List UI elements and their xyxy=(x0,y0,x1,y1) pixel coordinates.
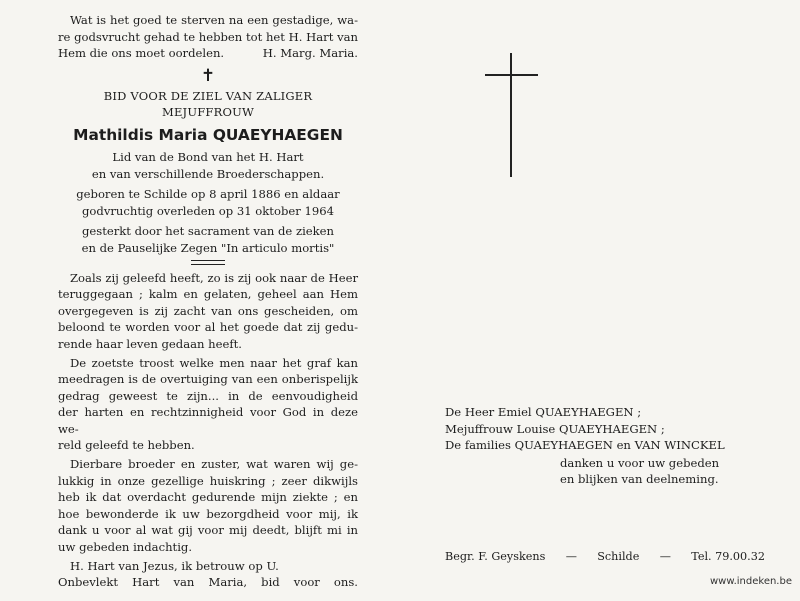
footer-dash: — xyxy=(565,550,577,563)
footer-town: Schilde xyxy=(597,550,640,563)
cross-icon: ✝ xyxy=(200,65,216,86)
detail-line: geboren te Schilde op 8 april 1886 en aldaar xyxy=(76,187,340,202)
sacraments xyxy=(58,223,358,256)
detail-line: en van verschillende Broederschappen. xyxy=(91,166,325,181)
paragraph xyxy=(58,355,358,455)
detail-line: en de Pauselijke Zegen "In articulo mortis" xyxy=(81,240,335,255)
paragraph-line: reld geleefd te hebben. xyxy=(58,438,195,453)
ornament-divider xyxy=(191,260,225,265)
birth-death xyxy=(58,186,358,219)
deceased-name: Mathildis Maria QUAEYHAEGEN xyxy=(73,125,343,144)
paragraph xyxy=(58,270,358,353)
large-cross-horizontal xyxy=(485,74,538,76)
paragraph xyxy=(58,456,358,556)
printer-footer xyxy=(445,550,765,563)
family-line: De families QUAEYHAEGEN en VAN WINCKEL xyxy=(445,438,725,453)
footer-phone: Tel. 79.00.32 xyxy=(691,550,765,563)
left-panel xyxy=(58,12,358,591)
paragraph-line: hoe bewonderde ik uw bezorgdheid voor mij, ik xyxy=(58,506,358,521)
intro-line: Wat is het goed te sterven na een gestadige, wa- xyxy=(70,13,358,27)
prayer-heading xyxy=(58,88,358,121)
undertaker-name: Begr. F. Geyskens xyxy=(445,550,546,563)
intro-line: Hem die ons moet oordelen. xyxy=(58,46,225,61)
watermark: www.indeken.be xyxy=(709,576,792,587)
paragraph-line: heb ik dat overdacht gedurende mijn ziekte ; en xyxy=(58,490,358,505)
thanks-line: danken u voor uw gebeden xyxy=(560,455,720,470)
detail-line: gesterkt door het sacrament van de zieken xyxy=(81,224,335,239)
family-line: Mejuffrouw Louise QUAEYHAEGEN ; xyxy=(445,421,665,436)
paragraph-line: rende haar leven gedaan heeft. xyxy=(58,336,242,351)
prayer-line: Onbevlekt Hart van Maria, bid voor ons. xyxy=(58,575,358,590)
thanks-line: en blijken van deelneming. xyxy=(560,472,719,487)
paragraph-line: meedragen is de overtuiging van een onberispelijk xyxy=(58,372,358,387)
family-line: De Heer Emiel QUAEYHAEGEN ; xyxy=(445,405,642,419)
paragraph-line: overgegeven is zij zacht van ons gescheiden, om xyxy=(58,303,358,318)
membership xyxy=(58,149,358,182)
prayer-line: H. Hart van Jezus, ik betrouw op U. xyxy=(70,558,279,573)
intro-last-line xyxy=(58,45,358,62)
paragraph-line: gedrag geweest te zijn... in de eenvoudigheid xyxy=(58,388,358,403)
family-thanks xyxy=(445,404,765,488)
paragraph-line: beloond te worden voor al het goede dat zij gedu- xyxy=(58,320,358,335)
paragraph-line: Zoals zij geleefd heeft, zo is zij ook naar de Heer xyxy=(70,270,358,285)
detail-line: Lid van de Bond van het H. Hart xyxy=(112,149,304,164)
paragraph-line: De zoetste troost welke men naar het graf kan xyxy=(70,355,358,370)
paragraph-line: uw gebeden indachtig. xyxy=(58,540,193,555)
closing-prayers xyxy=(58,558,358,591)
intro-line: re godsvrucht gehad te hebben tot het H. Hart van xyxy=(58,29,358,44)
paragraph-line: der harten en rechtzinnigheid voor God in deze we- xyxy=(58,405,358,436)
heading-line: BID VOOR DE ZIEL VAN ZALIGER xyxy=(103,88,313,103)
paragraph-line: Dierbare broeder en zuster, wat waren wij ge- xyxy=(70,457,358,472)
paragraph-line: dank u voor al wat gij voor mij deedt, blijft mi in xyxy=(58,523,358,538)
paragraph-line: teruggegaan ; kalm en gelaten, geheel aan Hem xyxy=(58,287,358,302)
paragraph-line: lukkig in onze gezellige huiskring ; zeer dikwijls xyxy=(58,473,358,488)
detail-line: godvruchtig overleden op 31 oktober 1964 xyxy=(82,203,334,218)
heading-line: MEJUFFROUW xyxy=(161,105,255,120)
quote-attribution: H. Marg. Maria. xyxy=(262,46,358,61)
large-cross-vertical xyxy=(510,53,512,177)
footer-dash: — xyxy=(659,550,671,563)
